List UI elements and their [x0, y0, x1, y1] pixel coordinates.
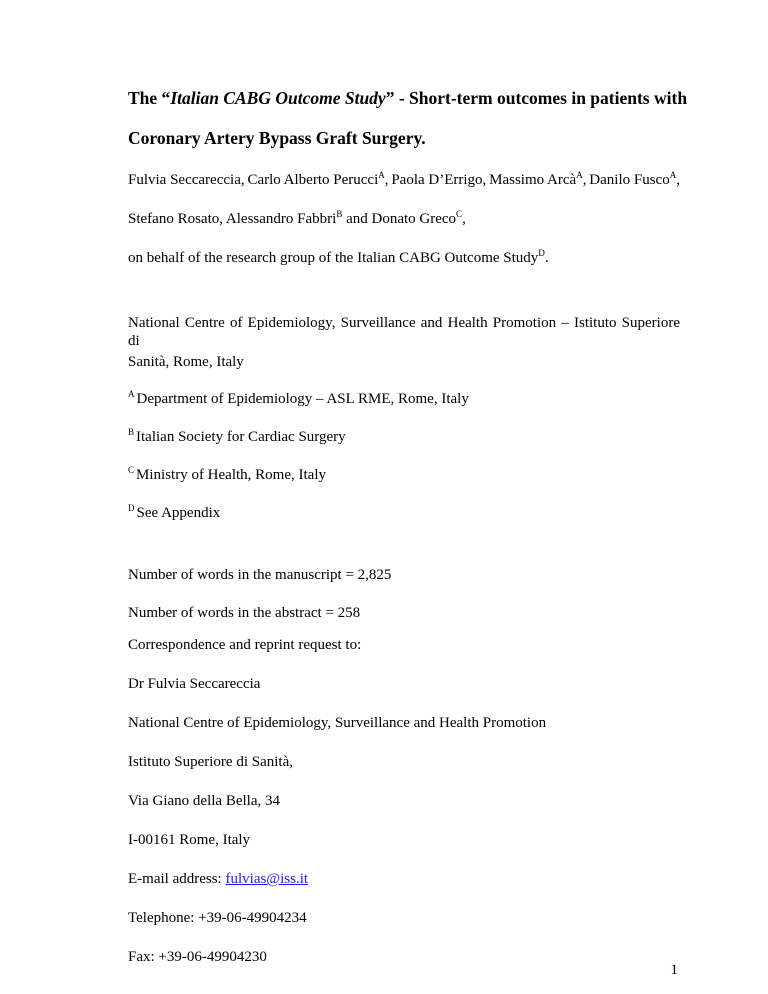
author-entry: Massimo Arcà$^A$, [489, 170, 587, 188]
abstract-word-count: Number of words in the abstract = 258 [128, 605, 361, 621]
affiliation-main-line-1: National Centre of Epidemiology, Surveillance and Health Promotion – Istituto Superiore di [128, 315, 680, 349]
correspondence-name: Dr Fulvia Seccareccia [128, 676, 261, 692]
author-names-2b: and Donato Greco [342, 211, 457, 227]
footnote-mark: D [128, 503, 135, 513]
footnote-text: Department of Epidemiology – ASL RME, Rome, Italy [136, 391, 469, 407]
footnote-text: Ministry of Health, Rome, Italy [136, 467, 326, 483]
affiliation-footnote-b [128, 428, 346, 447]
page-number: 1 [670, 962, 678, 978]
title-open-quote: The “ [128, 88, 171, 108]
affiliation-footnote-c [128, 466, 326, 485]
author-entry: Fulvia Seccareccia, [128, 172, 245, 188]
correspondence-institute: Istituto Superiore di Sanità, [128, 754, 293, 770]
correspondence-fax: Fax: +39-06-49904230 [128, 949, 267, 965]
correspondence-city: I-00161 Rome, Italy [128, 832, 251, 848]
author-comma: , [462, 211, 466, 227]
author-entry: Carlo Alberto Perucci$^A$, [247, 170, 389, 188]
authors-line-2 [128, 210, 466, 228]
footnote-text: Italian Society for Cardiac Surgery [136, 429, 346, 445]
correspondence-telephone: Telephone: +39-06-49904234 [128, 910, 307, 926]
correspondence-org: National Centre of Epidemiology, Surveillance and Health Promotion [128, 715, 547, 731]
email-label: E-mail address: [128, 871, 226, 887]
affiliation-footnote-a [128, 390, 469, 409]
author-sup: B [336, 209, 343, 219]
author-entry: Danilo Fusco$^A$, [589, 170, 680, 188]
footnote-mark: A [128, 389, 135, 399]
footnote-mark: C [128, 465, 135, 475]
research-group-sup: D [538, 248, 545, 258]
authors-line-3 [128, 249, 549, 267]
paper-title-line-1 [128, 88, 687, 109]
email-link[interactable]: fulvias@iss.it [225, 871, 309, 887]
author-entry: Paola D’Errigo, [391, 172, 487, 188]
footnote-text: See Appendix [136, 505, 221, 521]
affiliation-footnote-d [128, 504, 220, 523]
paper-title-line-2: Coronary Artery Bypass Graft Surgery. [128, 128, 426, 148]
correspondence-heading: Correspondence and reprint request to: [128, 637, 362, 653]
affiliation-main-line-2: Sanità, Rome, Italy [128, 354, 244, 370]
author-names-2a: Stefano Rosato, Alessandro Fabbri [128, 211, 337, 227]
research-group-end: . [544, 250, 549, 266]
manuscript-word-count: Number of words in the manuscript = 2,825 [128, 567, 392, 583]
footnote-mark: B [128, 427, 135, 437]
correspondence-email-line [128, 870, 308, 888]
title-rest: ” - Short-term outcomes in patients with [385, 88, 688, 108]
author-sup: C [456, 209, 463, 219]
correspondence-street: Via Giano della Bella, 34 [128, 793, 280, 809]
research-group-text: on behalf of the research group of the Italian CABG Outcome Study [128, 250, 539, 266]
authors-line-1 [128, 171, 680, 189]
title-study-name: Italian CABG Outcome Study [170, 88, 386, 108]
